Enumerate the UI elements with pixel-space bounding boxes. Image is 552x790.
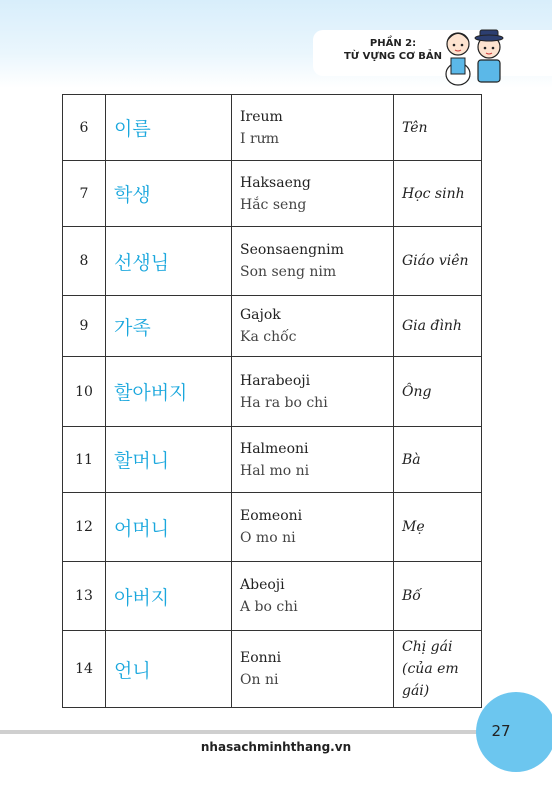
romanization: Abeoji — [240, 577, 285, 593]
romanization-cell — [232, 631, 394, 708]
korean-word: 선생님 — [106, 227, 232, 296]
pronunciation: On ni — [240, 672, 279, 688]
korean-word: 언니 — [106, 631, 232, 708]
romanization: Gajok — [240, 307, 281, 323]
meaning-cell — [394, 95, 482, 161]
footer-divider — [0, 730, 480, 734]
meaning-cell — [394, 562, 482, 631]
table-row — [63, 227, 482, 296]
romanization-cell — [232, 357, 394, 427]
romanization: Eomeoni — [240, 508, 303, 524]
romanization-cell — [232, 562, 394, 631]
page-number: 27 — [491, 722, 511, 740]
table-row — [63, 357, 482, 427]
meaning: Gia đình — [402, 318, 462, 334]
meaning: Tên — [402, 119, 428, 136]
pronunciation: Hal mo ni — [240, 462, 310, 479]
vocabulary-table — [62, 94, 482, 708]
meaning: Giáo viên — [402, 253, 469, 269]
section-title: TỪ VỰNG CƠ BẢN — [343, 51, 443, 62]
pronunciation: A bo chi — [240, 599, 298, 615]
row-number: 8 — [63, 227, 106, 296]
row-number: 6 — [63, 95, 106, 161]
row-number: 9 — [63, 296, 106, 357]
romanization-cell — [232, 95, 394, 161]
row-number: 7 — [63, 161, 106, 227]
table-row — [63, 493, 482, 562]
table-row — [63, 427, 482, 493]
meaning-cell — [394, 296, 482, 357]
table-row — [63, 631, 482, 708]
pronunciation: Ha ra bo chi — [240, 394, 328, 411]
romanization: Halmeoni — [240, 440, 309, 457]
meaning-cell — [394, 631, 482, 708]
section-label: PHẦN 2: — [369, 38, 417, 49]
mascot-illustration — [440, 22, 510, 86]
romanization: Ireum — [240, 108, 283, 125]
romanization-cell — [232, 296, 394, 357]
romanization: Harabeoji — [240, 372, 311, 389]
korean-word: 아버지 — [106, 562, 232, 631]
pronunciation: Son seng nim — [240, 264, 337, 280]
meaning: Mẹ — [402, 519, 425, 535]
romanization: Haksaeng — [240, 174, 311, 191]
romanization-cell — [232, 161, 394, 227]
romanization-cell — [232, 427, 394, 493]
table-row — [63, 161, 482, 227]
meaning-note: (của em gái) — [402, 661, 459, 699]
pronunciation: Hắc seng — [240, 196, 307, 213]
table-row — [63, 562, 482, 631]
korean-word: 할머니 — [106, 427, 232, 493]
romanization-cell — [232, 227, 394, 296]
meaning-cell — [394, 161, 482, 227]
meaning-cell — [394, 493, 482, 562]
pronunciation: I rưm — [240, 130, 279, 147]
meaning: Chị gái — [402, 639, 453, 655]
pronunciation: Ka chốc — [240, 329, 297, 345]
meaning: Ông — [402, 383, 432, 400]
row-number: 10 — [63, 357, 106, 427]
romanization: Eonni — [240, 650, 282, 666]
meaning: Bố — [402, 588, 421, 604]
meaning-cell — [394, 227, 482, 296]
pronunciation: O mo ni — [240, 530, 296, 546]
row-number: 12 — [63, 493, 106, 562]
romanization-cell — [232, 493, 394, 562]
table-row — [63, 296, 482, 357]
meaning: Học sinh — [402, 185, 465, 202]
korean-word: 가족 — [106, 296, 232, 357]
romanization: Seonsaengnim — [240, 242, 344, 258]
meaning-cell — [394, 427, 482, 493]
meaning-cell — [394, 357, 482, 427]
table-row — [63, 95, 482, 161]
korean-word: 학생 — [106, 161, 232, 227]
footer-website: nhasachminhthang.vn — [200, 740, 352, 754]
korean-word: 어머니 — [106, 493, 232, 562]
korean-word: 할아버지 — [106, 357, 232, 427]
meaning: Bà — [402, 451, 421, 468]
row-number: 13 — [63, 562, 106, 631]
korean-word: 이름 — [106, 95, 232, 161]
row-number: 11 — [63, 427, 106, 493]
row-number: 14 — [63, 631, 106, 708]
